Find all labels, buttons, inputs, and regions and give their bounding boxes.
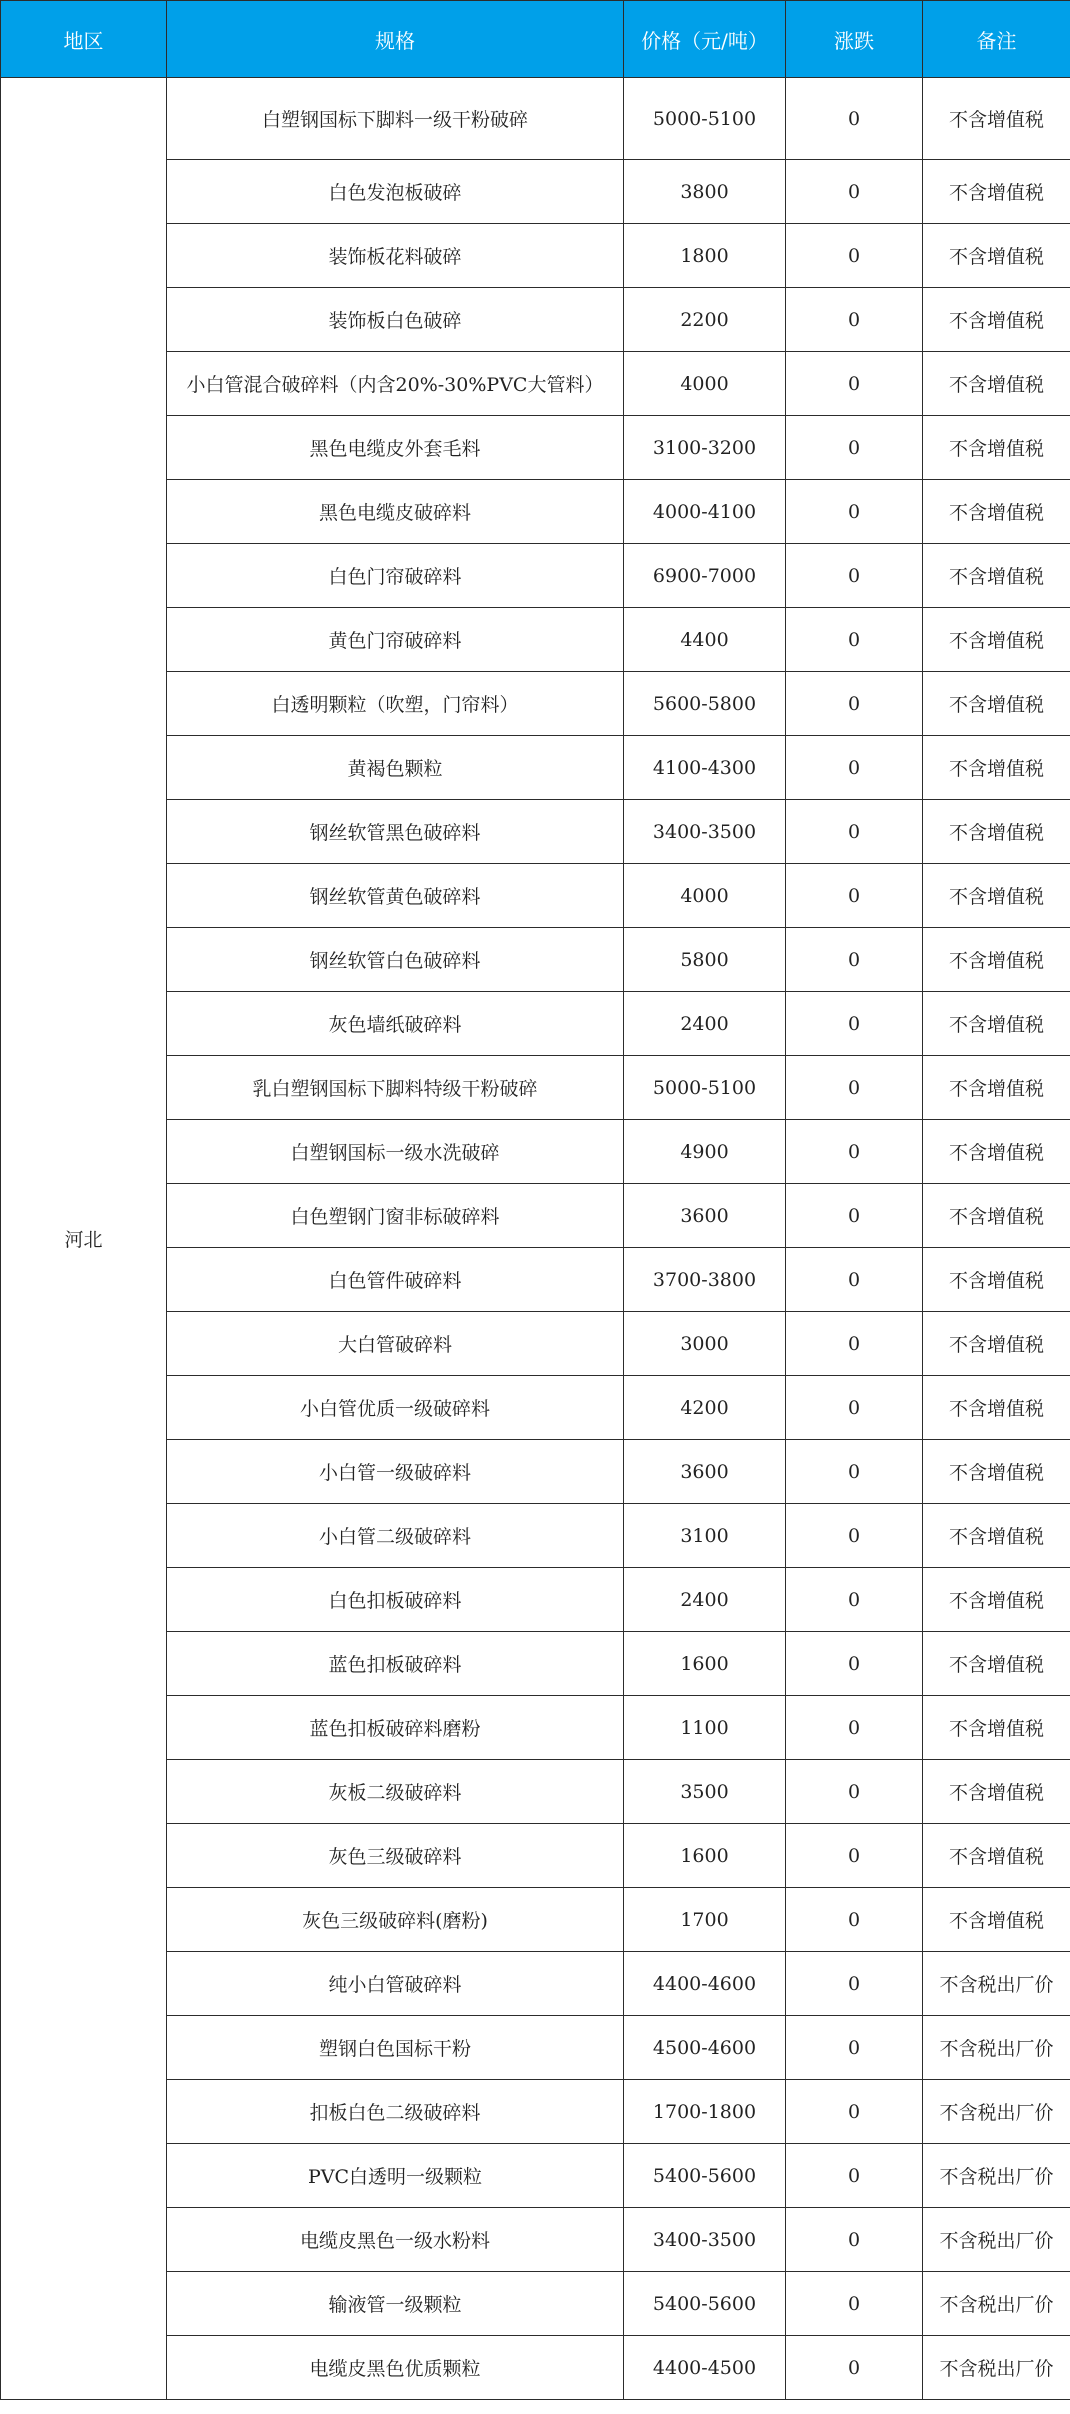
- spec-cell: 钢丝软管黄色破碎料: [167, 864, 624, 928]
- header-row: [1, 1, 1070, 78]
- price-cell: 4400-4500: [624, 2336, 786, 2400]
- change-cell: 0: [786, 672, 923, 736]
- spec-cell: 扣板白色二级破碎料: [167, 2080, 624, 2144]
- spec-cell: 黑色电缆皮破碎料: [167, 480, 624, 544]
- change-cell: 0: [786, 1824, 923, 1888]
- remark-cell: 不含增值税: [923, 1824, 1070, 1888]
- spec-cell: 白色门帘破碎料: [167, 544, 624, 608]
- remark-cell: 不含税出厂价: [923, 2272, 1070, 2336]
- price-cell: 3100-3200: [624, 416, 786, 480]
- spec-cell: 白色管件破碎料: [167, 1248, 624, 1312]
- remark-cell: 不含增值税: [923, 1376, 1070, 1440]
- remark-cell: 不含增值税: [923, 1696, 1070, 1760]
- spec-cell: 灰板二级破碎料: [167, 1760, 624, 1824]
- remark-cell: 不含税出厂价: [923, 2080, 1070, 2144]
- spec-cell: 输液管一级颗粒: [167, 2272, 624, 2336]
- price-cell: 1600: [624, 1632, 786, 1696]
- price-cell: 4400: [624, 608, 786, 672]
- spec-cell: 黄褐色颗粒: [167, 736, 624, 800]
- spec-cell: 小白管混合破碎料（内含20%-30%PVC大管料）: [167, 352, 624, 416]
- remark-cell: 不含增值税: [923, 1632, 1070, 1696]
- remark-cell: 不含增值税: [923, 672, 1070, 736]
- change-cell: 0: [786, 2336, 923, 2400]
- spec-cell: 小白管一级破碎料: [167, 1440, 624, 1504]
- change-cell: 0: [786, 1952, 923, 2016]
- remark-cell: 不含增值税: [923, 992, 1070, 1056]
- change-cell: 0: [786, 608, 923, 672]
- spec-cell: 电缆皮黑色优质颗粒: [167, 2336, 624, 2400]
- spec-cell: 大白管破碎料: [167, 1312, 624, 1376]
- price-cell: 5000-5100: [624, 78, 786, 160]
- remark-cell: 不含增值税: [923, 864, 1070, 928]
- spec-cell: 纯小白管破碎料: [167, 1952, 624, 2016]
- spec-cell: 灰色三级破碎料(磨粉): [167, 1888, 624, 1952]
- change-cell: 0: [786, 992, 923, 1056]
- price-cell: 4000: [624, 864, 786, 928]
- spec-cell: 小白管二级破碎料: [167, 1504, 624, 1568]
- remark-cell: 不含增值税: [923, 1120, 1070, 1184]
- change-cell: 0: [786, 864, 923, 928]
- remark-cell: 不含增值税: [923, 1504, 1070, 1568]
- spec-cell: 塑钢白色国标干粉: [167, 2016, 624, 2080]
- remark-cell: 不含增值税: [923, 1568, 1070, 1632]
- change-cell: 0: [786, 1568, 923, 1632]
- price-cell: 3400-3500: [624, 800, 786, 864]
- spec-cell: 白色发泡板破碎: [167, 160, 624, 224]
- remark-cell: 不含增值税: [923, 1184, 1070, 1248]
- header-spec: 规格: [167, 1, 624, 78]
- spec-cell: 电缆皮黑色一级水粉料: [167, 2208, 624, 2272]
- remark-cell: 不含税出厂价: [923, 2144, 1070, 2208]
- price-cell: 3800: [624, 160, 786, 224]
- spec-cell: 钢丝软管白色破碎料: [167, 928, 624, 992]
- price-cell: 4000-4100: [624, 480, 786, 544]
- change-cell: 0: [786, 416, 923, 480]
- price-cell: 1800: [624, 224, 786, 288]
- price-cell: 3600: [624, 1440, 786, 1504]
- change-cell: 0: [786, 1504, 923, 1568]
- price-cell: 3100: [624, 1504, 786, 1568]
- price-cell: 3400-3500: [624, 2208, 786, 2272]
- price-cell: 3000: [624, 1312, 786, 1376]
- price-cell: 3500: [624, 1760, 786, 1824]
- change-cell: 0: [786, 800, 923, 864]
- remark-cell: 不含税出厂价: [923, 2336, 1070, 2400]
- remark-cell: 不含税出厂价: [923, 1952, 1070, 2016]
- remark-cell: 不含增值税: [923, 1760, 1070, 1824]
- region-cell: 河北: [1, 78, 167, 2400]
- remark-cell: 不含增值税: [923, 544, 1070, 608]
- remark-cell: 不含增值税: [923, 224, 1070, 288]
- price-cell: 5800: [624, 928, 786, 992]
- remark-cell: 不含增值税: [923, 480, 1070, 544]
- price-cell: 4400-4600: [624, 1952, 786, 2016]
- change-cell: 0: [786, 352, 923, 416]
- price-cell: 5400-5600: [624, 2272, 786, 2336]
- price-cell: 4500-4600: [624, 2016, 786, 2080]
- price-cell: 2200: [624, 288, 786, 352]
- table-header: [1, 1, 1070, 78]
- price-cell: 4100-4300: [624, 736, 786, 800]
- spec-cell: PVC白透明一级颗粒: [167, 2144, 624, 2208]
- remark-cell: 不含增值税: [923, 736, 1070, 800]
- price-cell: 5000-5100: [624, 1056, 786, 1120]
- spec-cell: 白色塑钢门窗非标破碎料: [167, 1184, 624, 1248]
- spec-cell: 白色扣板破碎料: [167, 1568, 624, 1632]
- table-row: [1, 78, 1070, 160]
- change-cell: 0: [786, 1888, 923, 1952]
- change-cell: 0: [786, 1184, 923, 1248]
- remark-cell: 不含增值税: [923, 1248, 1070, 1312]
- change-cell: 0: [786, 2016, 923, 2080]
- price-cell: 3600: [624, 1184, 786, 1248]
- spec-cell: 黄色门帘破碎料: [167, 608, 624, 672]
- change-cell: 0: [786, 1376, 923, 1440]
- price-cell: 4200: [624, 1376, 786, 1440]
- change-cell: 0: [786, 2272, 923, 2336]
- spec-cell: 黑色电缆皮外套毛料: [167, 416, 624, 480]
- change-cell: 0: [786, 1760, 923, 1824]
- spec-cell: 小白管优质一级破碎料: [167, 1376, 624, 1440]
- price-cell: 4900: [624, 1120, 786, 1184]
- remark-cell: 不含增值税: [923, 1056, 1070, 1120]
- spec-cell: 白透明颗粒（吹塑，门帘料）: [167, 672, 624, 736]
- change-cell: 0: [786, 1440, 923, 1504]
- header-price: 价格（元/吨）: [624, 1, 786, 78]
- spec-cell: 灰色墙纸破碎料: [167, 992, 624, 1056]
- change-cell: 0: [786, 1312, 923, 1376]
- remark-cell: 不含税出厂价: [923, 2208, 1070, 2272]
- change-cell: 0: [786, 480, 923, 544]
- remark-cell: 不含增值税: [923, 608, 1070, 672]
- spec-cell: 钢丝软管黑色破碎料: [167, 800, 624, 864]
- change-cell: 0: [786, 736, 923, 800]
- remark-cell: 不含税出厂价: [923, 2016, 1070, 2080]
- remark-cell: 不含增值税: [923, 352, 1070, 416]
- change-cell: 0: [786, 1248, 923, 1312]
- table-body: [1, 78, 1070, 2400]
- change-cell: 0: [786, 224, 923, 288]
- remark-cell: 不含增值税: [923, 288, 1070, 352]
- price-cell: 1700: [624, 1888, 786, 1952]
- change-cell: 0: [786, 288, 923, 352]
- spec-cell: 装饰板白色破碎: [167, 288, 624, 352]
- header-change: 涨跌: [786, 1, 923, 78]
- price-cell: 1100: [624, 1696, 786, 1760]
- price-cell: 4000: [624, 352, 786, 416]
- spec-cell: 蓝色扣板破碎料磨粉: [167, 1696, 624, 1760]
- remark-cell: 不含增值税: [923, 78, 1070, 160]
- remark-cell: 不含增值税: [923, 1440, 1070, 1504]
- change-cell: 0: [786, 2144, 923, 2208]
- change-cell: 0: [786, 544, 923, 608]
- remark-cell: 不含增值税: [923, 416, 1070, 480]
- price-cell: 3700-3800: [624, 1248, 786, 1312]
- change-cell: 0: [786, 2080, 923, 2144]
- price-cell: 1600: [624, 1824, 786, 1888]
- spec-cell: 白塑钢国标一级水洗破碎: [167, 1120, 624, 1184]
- spec-cell: 白塑钢国标下脚料一级干粉破碎: [167, 78, 624, 160]
- price-cell: 1700-1800: [624, 2080, 786, 2144]
- price-cell: 5400-5600: [624, 2144, 786, 2208]
- change-cell: 0: [786, 78, 923, 160]
- remark-cell: 不含增值税: [923, 800, 1070, 864]
- remark-cell: 不含增值税: [923, 928, 1070, 992]
- change-cell: 0: [786, 1632, 923, 1696]
- header-region: 地区: [1, 1, 167, 78]
- spec-cell: 蓝色扣板破碎料: [167, 1632, 624, 1696]
- price-cell: 6900-7000: [624, 544, 786, 608]
- change-cell: 0: [786, 1056, 923, 1120]
- price-cell: 2400: [624, 1568, 786, 1632]
- change-cell: 0: [786, 2208, 923, 2272]
- change-cell: 0: [786, 1696, 923, 1760]
- spec-cell: 装饰板花料破碎: [167, 224, 624, 288]
- change-cell: 0: [786, 928, 923, 992]
- remark-cell: 不含增值税: [923, 160, 1070, 224]
- change-cell: 0: [786, 160, 923, 224]
- header-remark: 备注: [923, 1, 1070, 78]
- price-cell: 2400: [624, 992, 786, 1056]
- remark-cell: 不含增值税: [923, 1312, 1070, 1376]
- spec-cell: 乳白塑钢国标下脚料特级干粉破碎: [167, 1056, 624, 1120]
- remark-cell: 不含增值税: [923, 1888, 1070, 1952]
- spec-cell: 灰色三级破碎料: [167, 1824, 624, 1888]
- price-cell: 5600-5800: [624, 672, 786, 736]
- change-cell: 0: [786, 1120, 923, 1184]
